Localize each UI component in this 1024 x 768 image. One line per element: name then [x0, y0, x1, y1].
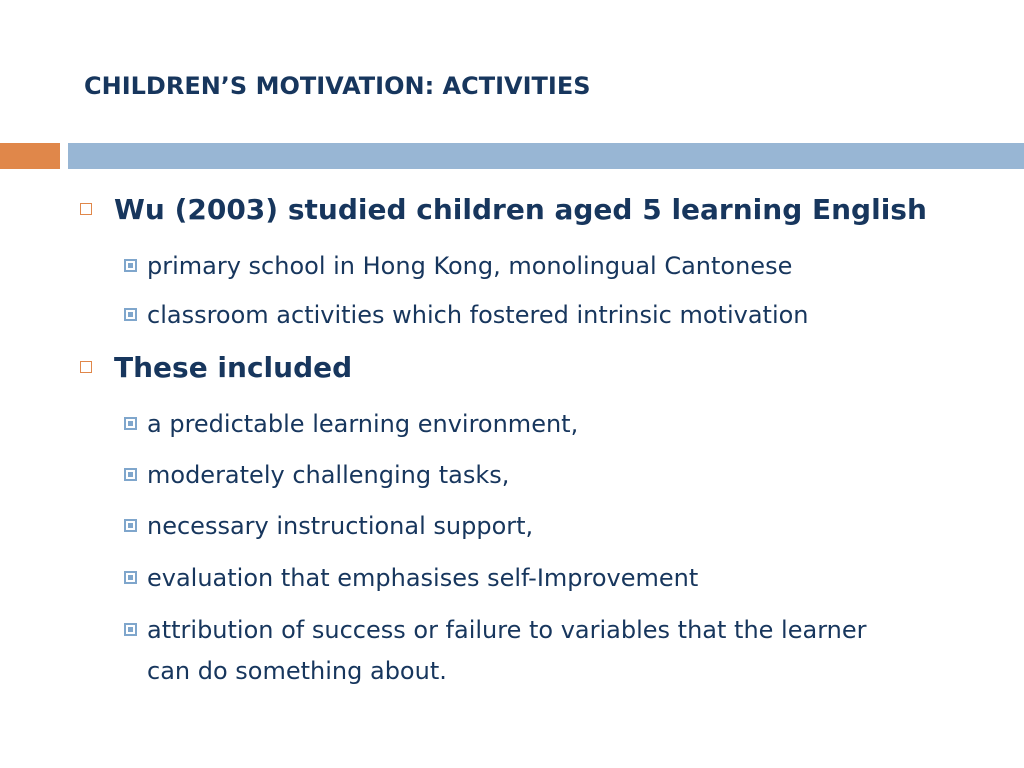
sub-bullet-item: [124, 610, 907, 692]
square-bullet-icon: [124, 519, 137, 532]
square-bullet-icon: [124, 571, 137, 584]
bullet-item: [80, 351, 352, 384]
sub-bullet-item: [124, 455, 509, 496]
square-bullet-icon: [124, 308, 137, 321]
sub-bullet-text: primary school in Hong Kong, monolingual Cantonese: [147, 252, 793, 280]
bullet-text: These included: [114, 351, 353, 384]
square-bullet-icon: [124, 623, 137, 636]
bullet-item: [80, 193, 927, 226]
sub-bullet-text: a predictable learning environment,: [147, 410, 579, 438]
sub-bullet-item: [124, 295, 809, 336]
square-bullet-icon: [124, 259, 137, 272]
bullet-text: Wu (2003) studied children aged 5 learning English: [114, 193, 927, 226]
sub-bullet-item: [124, 246, 792, 287]
sub-bullet-item: [124, 404, 578, 445]
sub-bullet-text: attribution of success or failure to variables that the learner can do something about.: [147, 616, 867, 685]
sub-bullet-text: evaluation that emphasises self-Improvement: [147, 564, 699, 592]
sub-bullet-text: moderately challenging tasks,: [147, 461, 510, 489]
square-bullet-icon: [124, 417, 137, 430]
square-bullet-icon: [124, 468, 137, 481]
sub-bullet-text: classroom activities which fostered intrinsic motivation: [147, 301, 809, 329]
hollow-square-bullet-icon: [80, 203, 92, 215]
sub-bullet-item: [124, 506, 533, 547]
sub-bullet-item: [124, 558, 698, 599]
hollow-square-bullet-icon: [80, 361, 92, 373]
sub-bullet-text: necessary instructional support,: [147, 512, 534, 540]
slide-title: CHILDREN’S MOTIVATION: ACTIVITIES: [84, 72, 591, 100]
